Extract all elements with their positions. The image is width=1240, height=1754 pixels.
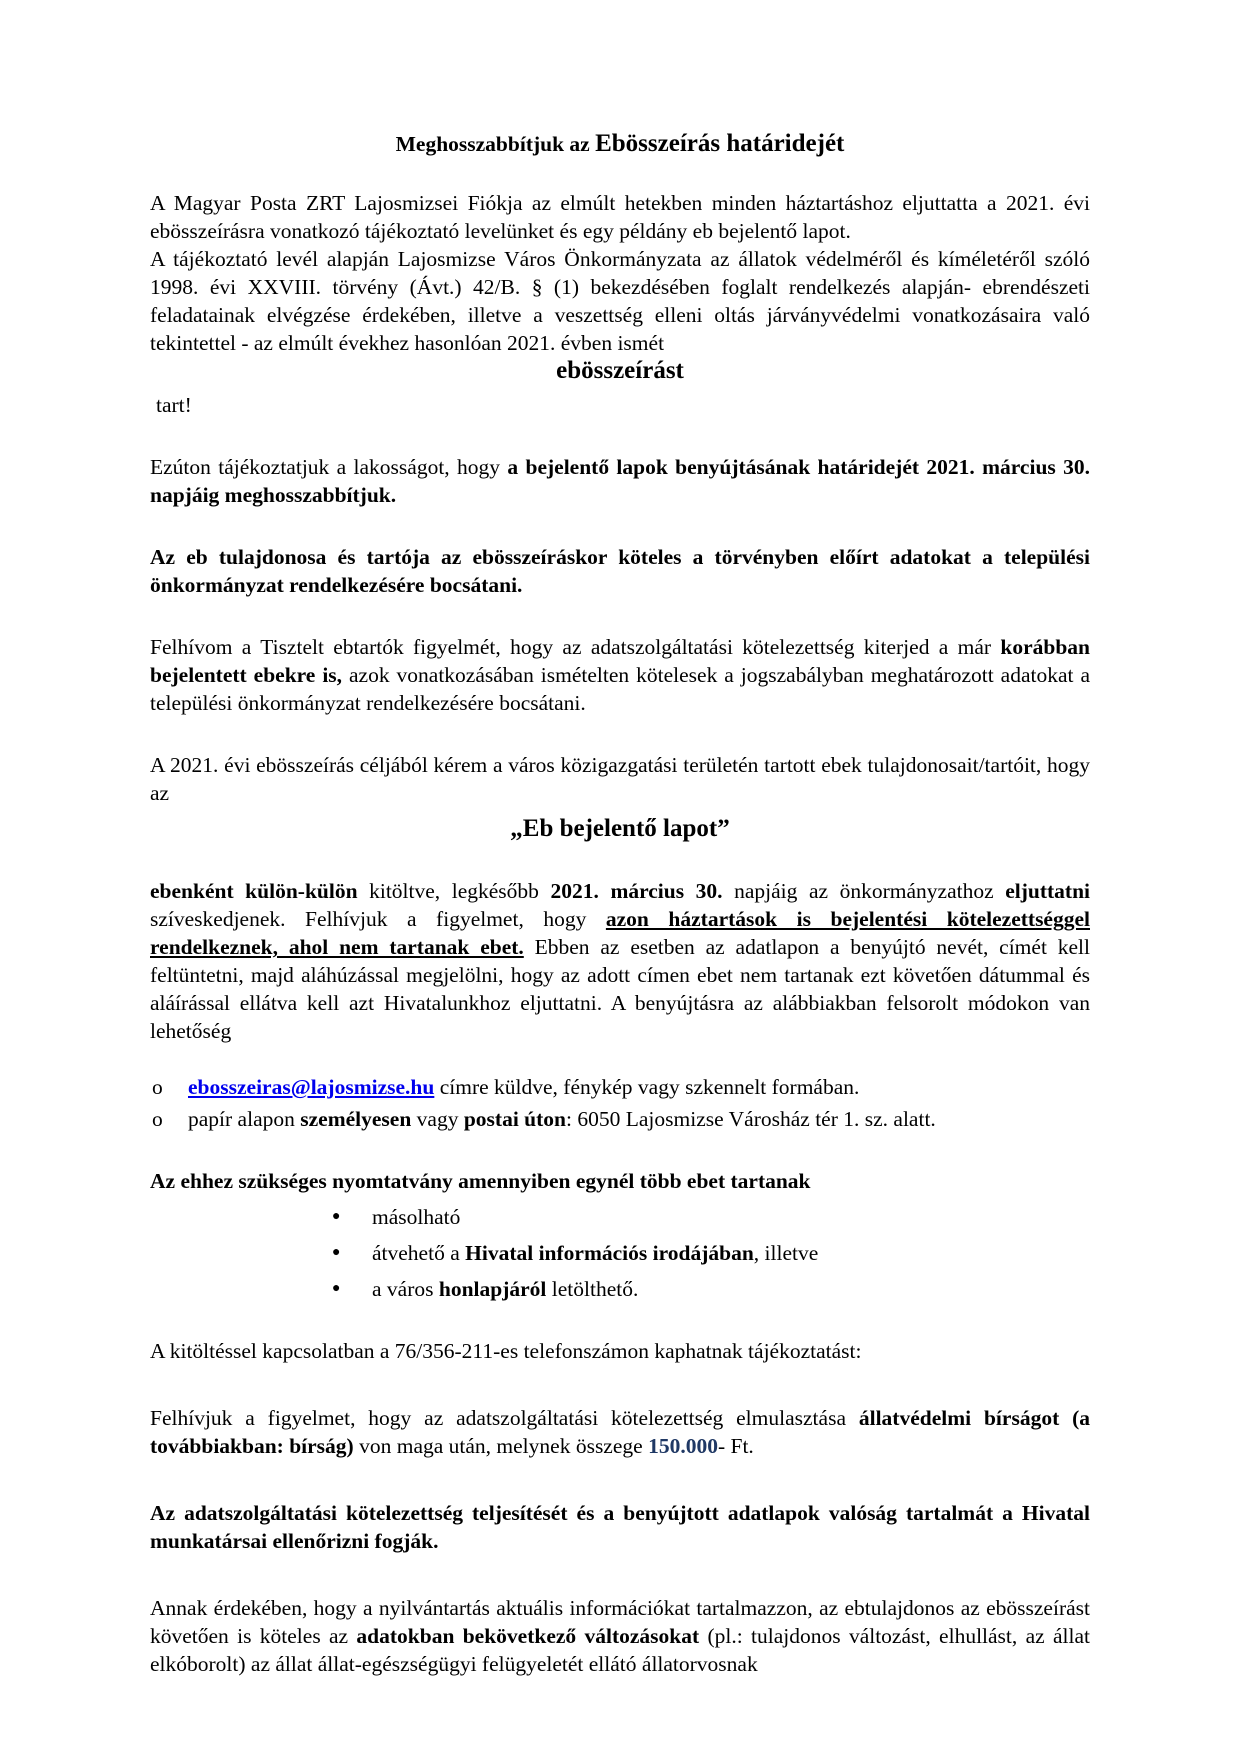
text-run: azon háztartások is bejelentési kötelezettséggel rendelkeznek, ahol nem tartanak ebet.: [150, 907, 1090, 959]
paragraph: [150, 543, 1090, 599]
text-run: Az adatszolgáltatási kötelezettség teljesítését és a benyújtott adatlapok valóság tartalmát a Hivatal munkatársai ellenőrizni fogják.: [150, 1501, 1090, 1553]
text-run: szíveskedjenek. Felhívjuk a figyelmet, hogy: [150, 907, 606, 931]
text-run: A tájékoztató levél alapján Lajosmizse Város Önkormányzata az állatok védelméről és kíméletéről szóló 1998. évi XXVIII. törvény (Ávt.) 42/B. § (1) bekezdésében foglalt rendelkezés alapján- ebrendészeti feladatainak elvégzése érdekében, illetve a veszettség elleni oltás járványvédelmi vonatkozásaira való tekintettel - az elmúlt évekhez hasonlóan 2021. évben ismét: [150, 247, 1090, 355]
text-run: 150.000: [648, 1434, 718, 1458]
bullet-text: [188, 1073, 1090, 1101]
text-run: papír alapon: [188, 1107, 301, 1131]
text-run: kitöltve, legkésőbb: [357, 879, 551, 903]
text-run: ebösszeírást: [556, 357, 684, 384]
text-run: 2021. március 30.: [550, 879, 723, 903]
list-item: [150, 1105, 1090, 1133]
list-item: [150, 1275, 1090, 1303]
text-run: A 2021. évi ebösszeírás céljából kérem a város közigazgatási területén tartott ebek tulajdonosait/tartóit, hogy az: [150, 753, 1090, 805]
text-run: Felhívom a Tisztelt ebtartók figyelmét, hogy az adatszolgáltatási kötelezettség kiterjed a már: [150, 635, 1001, 659]
text-run: (pl.: tulajdonos változást, elhullást, az állat elkóborolt) az állat állat-egészségügyi felügyeletét ellátó állatorvosnak: [150, 1624, 1090, 1676]
bullet-marker: o: [152, 1075, 163, 1099]
text-run: honlapjáról: [438, 1277, 547, 1301]
bullet-text: [372, 1203, 1090, 1231]
text-run: Hivatal információs irodájában: [465, 1241, 754, 1265]
paragraph: [150, 751, 1090, 807]
text-run: állatvédelmi bírságot (a továbbiakban: bírság): [150, 1406, 1090, 1458]
section-heading: [150, 357, 1090, 385]
text-run: , illetve: [753, 1241, 819, 1265]
text-run: Ebben az esetben az adatlapon a benyújtó nevét, címét kell feltüntetni, majd aláhúzással megjelölni, hogy az adott címen ebet nem tartanak ezt követően dátummal és aláírással ellátva kell azt Hivatalunkhoz eljuttatni. A benyújtásra az alábbiakban felsorolt módokon van lehetőség: [150, 935, 1090, 1043]
text-run: A kitöltéssel kapcsolatban a 76/356-211-es telefonszámon kaphatnak tájékoztatást:: [150, 1339, 862, 1363]
bullet-marker: ●: [332, 1281, 341, 1296]
text-run: Felhívjuk a figyelmet, hogy az adatszolgáltatási kötelezettség elmulasztása: [150, 1406, 859, 1430]
document-content: [150, 130, 1090, 1678]
text-run: Annak érdekében, hogy a nyilvántartás aktuális információkat tartalmazzon, az ebtulajdonos az ebösszeírást követően is köteles az: [150, 1596, 1090, 1648]
text-run: Ebösszeírás határidejét: [595, 130, 845, 157]
text-run: napjáig az önkormányzathoz: [722, 879, 1006, 903]
text-run: postai úton: [463, 1107, 567, 1131]
text-run: Az eb tulajdonosa és tartója az ebösszeíráskor köteles a törvényben előírt adatokat a települési önkormányzat rendelkezésére bocsátani.: [150, 545, 1090, 597]
text-run: A Magyar Posta ZRT Lajosmizsei Fiókja az elmúlt hetekben minden háztartáshoz eljuttatta a 2021. évi ebösszeírásra vonatkozó tájékoztató levelünket és egy példány eb bejelentő lapot.: [150, 191, 1090, 243]
text-run: eljuttatni: [1005, 879, 1091, 903]
text-run: Ezúton tájékoztatjuk a lakosságot, hogy: [150, 455, 508, 479]
text-run: azok vonatkozásában ismételten kötelesek a jogszabályban meghatározott adatokat a települési önkormányzat rendelkezésére bocsátani.: [150, 663, 1090, 715]
bullet-marker: ●: [332, 1209, 341, 1224]
bullet-marker: ●: [332, 1245, 341, 1260]
list-item: [150, 1239, 1090, 1267]
email-link[interactable]: ebosszeiras@lajosmizse.hu: [188, 1075, 435, 1099]
paragraph: [150, 245, 1090, 357]
text-run: „Eb bejelentő lapot”: [510, 815, 730, 842]
bullet-text: [188, 1105, 1090, 1133]
text-run: von maga után, melynek összege: [353, 1434, 649, 1458]
text-run: a bejelentő lapok benyújtásának határidejét 2021. március 30. napjáig meghosszabbítjuk.: [150, 455, 1090, 507]
text-run: a város: [372, 1277, 439, 1301]
text-run: átvehető a: [372, 1241, 466, 1265]
text-run: Az ehhez szükséges nyomtatvány amennyiben egynél több ebet tartanak: [150, 1169, 811, 1193]
paragraph: [150, 453, 1090, 509]
text-run: ebenként külön-külön: [150, 879, 358, 903]
text-run: korábban bejelentett ebekre is,: [150, 635, 1090, 687]
bullet-marker: o: [152, 1107, 163, 1131]
paragraph: [150, 877, 1090, 1045]
paragraph: [150, 189, 1090, 245]
paragraph: [150, 1499, 1090, 1555]
bullet-text: [372, 1239, 1090, 1267]
text-run: személyesen: [300, 1107, 412, 1131]
text-run: letölthető.: [546, 1277, 639, 1301]
text-run: tart!: [156, 393, 192, 417]
bullet-text: [372, 1275, 1090, 1303]
document-title: [150, 130, 1090, 158]
paragraph: [150, 1404, 1090, 1460]
paragraph: [150, 1337, 1090, 1365]
text-run: vagy: [411, 1107, 464, 1131]
paragraph: [150, 1167, 1090, 1195]
list-item: [150, 1073, 1090, 1101]
text-run: Meghosszabbítjuk az: [395, 132, 596, 156]
text-run: adatokban bekövetkező változásokat: [356, 1624, 700, 1648]
text-run: : 6050 Lajosmizse Városház tér 1. sz. alatt.: [566, 1107, 936, 1131]
text-run: másolható: [372, 1205, 461, 1229]
list-item: [150, 1203, 1090, 1231]
paragraph: [150, 633, 1090, 717]
paragraph: [150, 391, 1090, 419]
paragraph: [150, 1594, 1090, 1678]
section-heading: [150, 815, 1090, 843]
text-run: - Ft.: [717, 1434, 754, 1458]
text-run: címre küldve, fénykép vagy szkennelt formában.: [434, 1075, 860, 1099]
